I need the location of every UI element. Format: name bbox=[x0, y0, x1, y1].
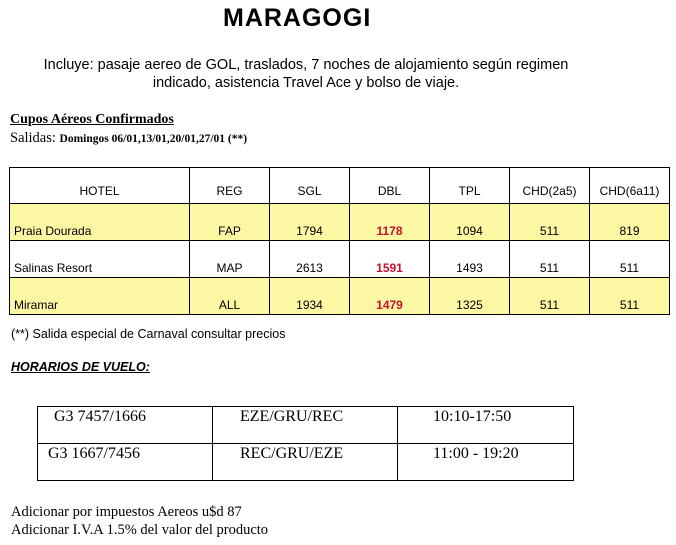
flight-row bbox=[38, 444, 574, 481]
flight-time: 11:00 - 19:20 bbox=[398, 444, 574, 481]
flight-row bbox=[38, 407, 574, 444]
tpl-cell: 1325 bbox=[430, 278, 510, 315]
table-row bbox=[10, 241, 670, 278]
flight-route: EZE/GRU/REC bbox=[213, 407, 398, 444]
chd-6a11-cell: 511 bbox=[590, 241, 670, 278]
sgl-cell: 1934 bbox=[270, 278, 350, 315]
hotel-name: Miramar bbox=[10, 278, 190, 315]
footer-iva: Adicionar I.V.A 1.5% del valor del producto bbox=[11, 522, 269, 538]
reg-cell: FAP bbox=[190, 204, 270, 241]
hotel-name: Salinas Resort bbox=[10, 241, 190, 278]
horarios-heading: HORARIOS DE VUELO: bbox=[11, 360, 150, 374]
header-chd-6a11: CHD(6a11) bbox=[590, 168, 670, 204]
salidas-separator: : bbox=[51, 130, 60, 146]
footer-notes bbox=[11, 503, 268, 539]
flight-number: G3 1667/7456 bbox=[38, 444, 213, 481]
tpl-cell: 1094 bbox=[430, 204, 510, 241]
header-dbl: DBL bbox=[350, 168, 430, 204]
intro-line-1: Incluye: pasaje aereo de GOL, traslados, 7 noches de alojamiento según regimen bbox=[43, 57, 569, 73]
intro-text bbox=[0, 56, 612, 92]
chd-6a11-cell: 819 bbox=[590, 204, 670, 241]
rates-table bbox=[9, 167, 670, 315]
dbl-cell: 1591 bbox=[350, 241, 430, 278]
hotel-name: Praia Dourada bbox=[10, 204, 190, 241]
salidas-dates: Domingos 06/01,13/01,20/01,27/01 (**) bbox=[59, 133, 248, 145]
sgl-cell: 1794 bbox=[270, 204, 350, 241]
footer-taxes: Adicionar por impuestos Aereos u$d 87 bbox=[11, 504, 242, 520]
header-tpl: TPL bbox=[430, 168, 510, 204]
reg-cell: ALL bbox=[190, 278, 270, 315]
page-title-text: MARAGOGI bbox=[223, 4, 372, 32]
chd-6a11-cell: 511 bbox=[590, 278, 670, 315]
salidas-label: Salidas bbox=[10, 130, 52, 146]
dbl-cell: 1479 bbox=[350, 278, 430, 315]
dbl-cell: 1178 bbox=[350, 204, 430, 241]
flight-time: 10:10-17:50 bbox=[398, 407, 574, 444]
rates-header-row bbox=[10, 168, 670, 204]
tpl-cell: 1493 bbox=[430, 241, 510, 278]
intro-line-2: indicado, asistencia Travel Ace y bolso de viaje. bbox=[152, 75, 460, 91]
reg-cell: MAP bbox=[190, 241, 270, 278]
header-sgl: SGL bbox=[270, 168, 350, 204]
cupos-heading: Cupos Aéreos Confirmados bbox=[10, 112, 174, 127]
flight-route: REC/GRU/EZE bbox=[213, 444, 398, 481]
header-chd-2a5: CHD(2a5) bbox=[510, 168, 590, 204]
table-row bbox=[10, 204, 670, 241]
header-reg: REG bbox=[190, 168, 270, 204]
chd-2a5-cell: 511 bbox=[510, 204, 590, 241]
header-hotel: HOTEL bbox=[10, 168, 190, 204]
sgl-cell: 2613 bbox=[270, 241, 350, 278]
chd-2a5-cell: 511 bbox=[510, 241, 590, 278]
flights-table bbox=[37, 406, 574, 481]
carnaval-note: (**) Salida especial de Carnaval consultar precios bbox=[11, 327, 286, 341]
table-row bbox=[10, 278, 670, 315]
salidas-line bbox=[10, 130, 247, 147]
chd-2a5-cell: 511 bbox=[510, 278, 590, 315]
flight-number: G3 7457/1666 bbox=[38, 407, 213, 444]
